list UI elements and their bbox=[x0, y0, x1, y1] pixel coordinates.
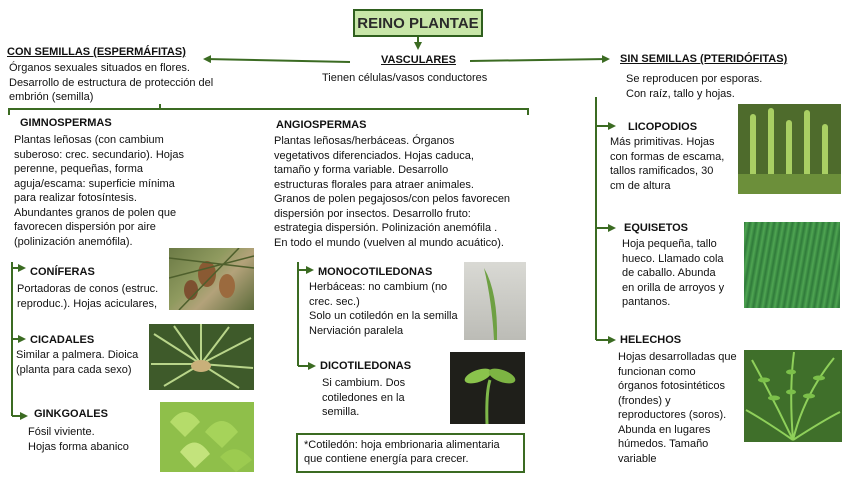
dicotiledonas-description: Si cambium. Dos cotiledones en la semilla. bbox=[322, 377, 406, 418]
con-semillas-description: Órganos sexuales situados en flores. Desarrollo de estructura de protección del embrión (semilla) bbox=[9, 62, 214, 103]
equisetos-photo bbox=[744, 222, 840, 308]
arrow-to-sin-semillas bbox=[470, 59, 608, 61]
angiospermas-description: Plantas leñosas/herbáceas. Órganos vegetativos diferenciados. Hojas caduca, tamaño y forma variable. Desarrollo estructuras florales para atraer animales. Granos de polen pegajosos/con pelos favorecen dispersión por insectos. Desarrollo fruto: estrategia dispersión. Polinización anemófila . En todo el mundo (vuelven al mundo acuático). bbox=[274, 135, 511, 249]
dicotiledonas-heading: DICOTILEDONAS bbox=[320, 360, 412, 372]
equisetos-description: Hoja pequeña, tallo hueco. Llamado cola de caballo. Abunda en orilla de arroyos y pantanos. bbox=[622, 238, 725, 308]
gimnospermas-description: Plantas leñosas (con cambium suberoso: crec. secundario). Hojas perenne, pequeñas, forma aguja/escama: superficie mínima para realizar fotosíntesis. Abundantes granos de polen que favorecen dispersión por aire (polinización anemófila). bbox=[14, 134, 184, 248]
licopodios-photo bbox=[738, 104, 841, 194]
coniferas-heading: CONÍFERAS bbox=[30, 266, 95, 278]
gimnospermas-heading: GIMNOSPERMAS bbox=[20, 117, 112, 129]
coniferas-description: Portadoras de conos (estruc. reproduc.). Hojas aciculares, bbox=[17, 283, 159, 310]
con-semillas-heading: CON SEMILLAS (ESPERMÁFITAS) bbox=[7, 46, 186, 58]
monocotiledonas-description: Herbáceas: no cambium (no crec. sec.) Solo un cotiledón en la semilla Nerviación paralela bbox=[309, 281, 458, 337]
licopodios-heading: LICOPODIOS bbox=[628, 121, 698, 133]
angiospermas-heading: ANGIOSPERMAS bbox=[276, 119, 367, 131]
helechos-description: Hojas desarrolladas que funcionan como órganos fotosintéticos (frondes) y reproductores (soros). Abunda en lugares húmedos. Tamaño variable bbox=[618, 351, 737, 465]
arrow-to-con-semillas bbox=[205, 59, 350, 62]
sin-semillas-description: Se reproducen por esporas. Con raíz, tallo y hojas. bbox=[626, 73, 763, 100]
helechos-photo bbox=[744, 350, 842, 442]
cicadales-description: Similar a palmera. Dioica (planta para cada sexo) bbox=[16, 349, 139, 376]
sin-semillas-heading: SIN SEMILLAS (PTERIDÓFITAS) bbox=[620, 53, 788, 65]
coniferas-photo bbox=[169, 248, 254, 310]
licopodios-description: Más primitivas. Hojas con formas de escama, tallos ramificados, 30 cm de altura bbox=[610, 136, 725, 192]
vasculares-description: Tienen células/vasos conductores bbox=[322, 72, 488, 84]
cicadales-photo bbox=[149, 324, 254, 390]
helechos-heading: HELECHOS bbox=[620, 334, 682, 346]
dicotiledonas-photo bbox=[450, 352, 525, 424]
vasculares-heading: VASCULARES bbox=[381, 54, 456, 66]
reino-plantae-title: REINO PLANTAE bbox=[353, 9, 483, 37]
equisetos-heading: EQUISETOS bbox=[624, 222, 688, 234]
bracket-gimno-angio bbox=[9, 109, 528, 115]
cicadales-heading: CICADALES bbox=[30, 334, 95, 346]
ginkgoales-heading: GINKGOALES bbox=[34, 408, 108, 420]
monocotiledonas-photo bbox=[464, 262, 526, 340]
monocotiledonas-heading: MONOCOTILEDONAS bbox=[318, 266, 433, 278]
ginkgoales-photo bbox=[160, 402, 254, 472]
ginkgoales-description: Fósil viviente. Hojas forma abanico bbox=[28, 426, 129, 453]
cotiledon-note: *Cotiledón: hoja embrionaria alimentaria que contiene energía para crecer. bbox=[296, 433, 525, 473]
